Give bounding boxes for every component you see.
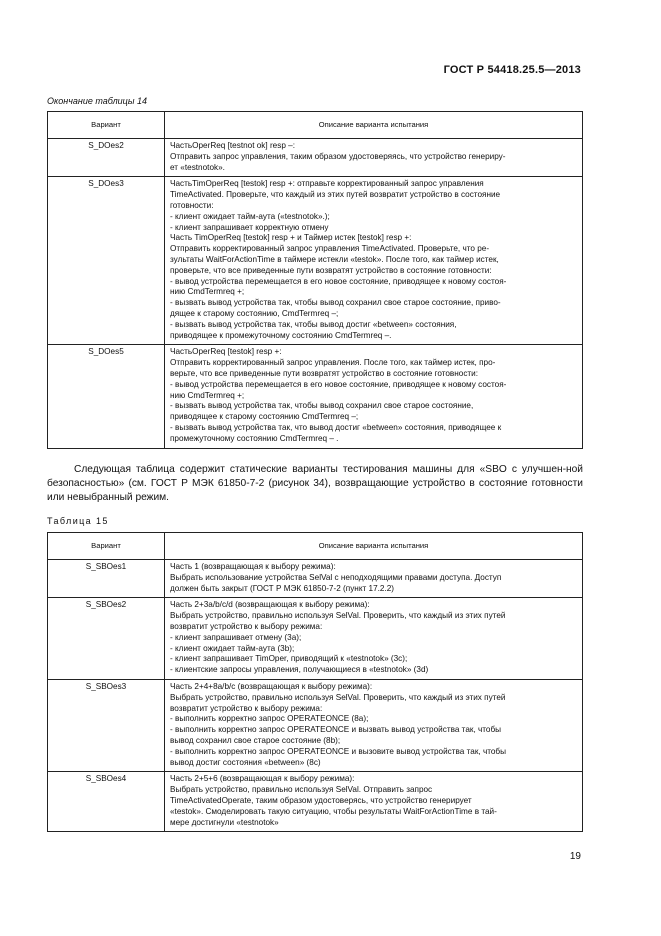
description-line: - вызвать вывод устройства так, чтобы вывод достиг «between» состояния,	[170, 319, 457, 329]
table-row	[48, 598, 583, 680]
variant-code: S_DOes5	[48, 345, 165, 448]
variant-code: S_SBOes4	[48, 772, 165, 832]
description-line: TimeActivatedOperate, таким образом удостоверясь, что устройство генерирует	[170, 795, 472, 805]
variant-code: S_SBOes3	[48, 679, 165, 771]
description-line: верьте, что все приведенные пути возвратят устройство в состояние готовности:	[170, 368, 479, 378]
description-line: проверьте, что все приведенные пути возвратят устройство в состояние готовности:	[170, 265, 492, 275]
variant-code: S_SBOes2	[48, 598, 165, 680]
description-line: - выполнить корректно запрос OPERATEONCE и вызвать вывод устройства так, чтобы	[170, 725, 502, 735]
table-15	[47, 532, 583, 832]
description-line: нию CmdTermreq +;	[170, 390, 245, 400]
table-row	[48, 772, 583, 832]
description-line: Отправить корректированный запрос управления TimeActivated. Проверьте, что ре-	[170, 244, 490, 254]
description-line: - клиент запрашивает отмену (3a);	[170, 632, 302, 642]
variant-description	[165, 772, 583, 832]
description-line: должен быть закрыт (ГОСТ Р МЭК 61850-7-2 (пункт 17.2.2)	[170, 583, 395, 593]
table-row	[48, 177, 583, 345]
description-line: «testok». Смоделировать такую ситуацию, чтобы результаты WaitForActionTime в тай-	[170, 806, 497, 816]
description-line: приводящее к промежуточному состоянию CmdTermreq –.	[170, 330, 392, 340]
variant-description	[165, 679, 583, 771]
description-line: ет «testnotok».	[170, 162, 225, 172]
description-line: Часть 2+3a/b/c/d (возвращающая к выбору режима):	[170, 600, 370, 610]
description-line: возвратит устройство к выбору режима:	[170, 703, 323, 713]
description-line: нию CmdTermreq +;	[170, 287, 245, 297]
variant-code: S_DOes2	[48, 139, 165, 177]
table15-body	[48, 560, 583, 832]
table15-caption: Таблица 15	[47, 516, 109, 526]
description-line: Выбрать устройство, правильно используя SelVal. Проверить, что каждый из этих путей	[170, 611, 506, 621]
description-line: Часть 2+4+8a/b/c (возвращающая к выбору режима):	[170, 681, 373, 691]
description-line: - клиент запрашивает TimOper, приводящий к «testnotok» (3c);	[170, 654, 408, 664]
column-header-description: Описание варианта испытания	[165, 533, 583, 560]
description-line: Часть 2+5+6 (возвращающая к выбору режима):	[170, 774, 355, 784]
variant-description	[165, 598, 583, 680]
table14-body	[48, 139, 583, 449]
table-header-row	[48, 112, 583, 139]
description-line: вывод достиг состояния «between» (8c)	[170, 757, 321, 767]
table-14	[47, 111, 583, 449]
description-line: Отправить запрос управления, таким образом удостоверяясь, что устройство генериру-	[170, 151, 506, 161]
description-line: - выполнить корректно запрос OPERATEONCE (8a);	[170, 714, 369, 724]
description-line: Отправить корректированный запрос управления. После того, как таймер истек, про-	[170, 358, 496, 368]
table-row	[48, 679, 583, 771]
variant-description	[165, 139, 583, 177]
description-line: мере достигнули «testnotok»	[170, 817, 279, 827]
description-line: промежуточному состоянию CmdTermreq – .	[170, 433, 339, 443]
description-line: - клиентские запросы управления, получающиеся в «testnotok» (3d)	[170, 665, 429, 675]
description-line: ЧастьOperReq [testok] resp +:	[170, 347, 282, 357]
variant-description	[165, 177, 583, 345]
table-header-row	[48, 533, 583, 560]
column-header-variant: Вариант	[48, 112, 165, 139]
description-line: вывод сохранил свое старое состояние (8b);	[170, 735, 341, 745]
description-line: Выбрать использование устройства SelVal с неподходящими правами доступа. Доступ	[170, 572, 502, 582]
body-paragraph: Следующая таблица содержит статические варианты тестирования машины для «SBO с улучшен-ной безопасностью» (см. ГОСТ Р МЭК 61850-7-2 (рисунок 34), возвращающие устройство в состояние готовности или невыбранный режим.	[47, 464, 583, 503]
table14-caption: Окончание таблицы 14	[47, 96, 147, 106]
description-line: Часть 1 (возвращающая к выбору режима):	[170, 562, 336, 571]
column-header-description: Описание варианта испытания	[165, 112, 583, 139]
description-line: ЧастьTimOperReq [testok] resp +: отправьте корректированный запрос управления	[170, 179, 484, 189]
description-line: - клиент ожидает тайм-аута («testnotok».);	[170, 211, 330, 221]
table-row	[48, 560, 583, 598]
table-row	[48, 345, 583, 448]
description-line: возвратит устройство к выбору режима:	[170, 621, 323, 631]
description-line: - вывод устройства перемещается в его новое состояние, приводящее к новому состоя-	[170, 379, 507, 389]
description-line: Часть TimOperReq [testok] resp + и Таймер истек [testok] resp +:	[170, 233, 412, 243]
description-line: - клиент ожидает тайм-аута (3b);	[170, 643, 295, 653]
table-row	[48, 139, 583, 177]
document-header: ГОСТ Р 54418.25.5—2013	[443, 64, 581, 76]
description-line: TimeActivated. Проверьте, что каждый из этих путей возвратит устройство в состояние	[170, 190, 501, 200]
description-line: - вызвать вывод устройства так, что вывод достиг «between» состояния, приводящее к	[170, 422, 502, 432]
description-line: - вывод устройства перемещается в его новое состояние, приводящее к новому состоя-	[170, 276, 507, 286]
variant-code: S_SBOes1	[48, 560, 165, 598]
description-line: - выполнить корректно запрос OPERATEONCE и вызовите вывод устройства так, чтобы	[170, 746, 507, 756]
page-number: 19	[569, 851, 581, 862]
description-line: - клиент запрашивает корректную отмену	[170, 222, 329, 232]
description-line: Выбрать устройство, правильно используя SelVal. Отправить запрос	[170, 785, 433, 795]
column-header-variant: Вариант	[48, 533, 165, 560]
description-line: - вызвать вывод устройства так, чтобы вывод сохранил свое старое состояние,	[170, 401, 474, 411]
description-line: зультаты WaitForActionTime в таймере истекли «testok». После того, как таймер истек,	[170, 254, 499, 264]
description-line: ЧастьOperReq [testnot ok] resp –:	[170, 141, 295, 150]
variant-description	[165, 560, 583, 598]
description-line: - вызвать вывод устройства так, чтобы вывод сохранил свое старое состояние, приво-	[170, 298, 501, 308]
description-line: Выбрать устройство, правильно используя SelVal. Проверить, что каждый из этих путей	[170, 692, 506, 702]
variant-description	[165, 345, 583, 448]
description-line: приводящее к старому состоянию CmdTermreq –;	[170, 412, 359, 422]
description-line: готовности:	[170, 200, 214, 210]
variant-code: S_DOes3	[48, 177, 165, 345]
description-line: дящее к старому состоянию, CmdTermreq –;	[170, 308, 339, 318]
